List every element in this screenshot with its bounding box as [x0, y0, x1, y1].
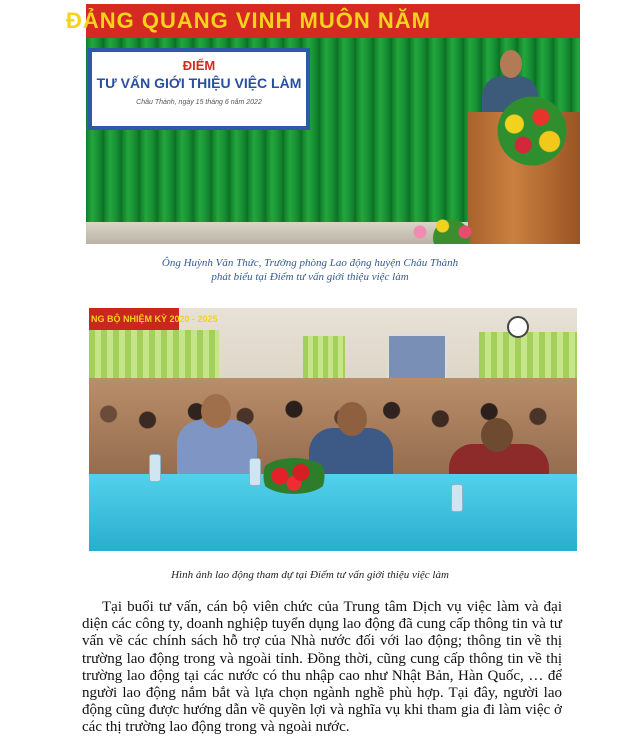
hall-banner: NG BỘ NHIỆM KỲ 2020 - 2025	[89, 308, 179, 330]
caption1-line1: Ông Huỳnh Văn Thức, Trưởng phòng Lao động huyện Châu Thành	[161, 257, 459, 269]
table-flowers	[259, 458, 329, 494]
photo2-caption: Hình ảnh lao động tham dự tại Điểm tư vấn giới thiệu việc làm	[171, 569, 449, 581]
wall-clock	[507, 316, 529, 338]
podium-flowers	[488, 96, 576, 166]
stage-flowers	[402, 214, 492, 244]
sign-subtitle: TƯ VẤN GIỚI THIỆU VIỆC LÀM	[96, 75, 302, 91]
water-bottle	[249, 458, 261, 486]
stage-banner: ĐẢNG QUANG VINH MUÔN NĂM	[86, 4, 580, 38]
event-sign	[88, 48, 310, 130]
speaker-head	[500, 50, 522, 78]
photo1-caption	[0, 256, 620, 284]
water-bottle	[149, 454, 161, 482]
audience-photo	[89, 308, 577, 551]
body-paragraph: Tại buổi tư vấn, cán bộ viên chức của Trung tâm Dịch vụ việc làm và đại diện các công ty, doanh nghiệp tuyển dụng lao động đã cung cấp thông tin và tư vấn về các chính sách hỗ trợ của Nhà nước đối với lao động; thông tin về thị trường lao động trong và ngoài tỉnh. Đồng thời, cũng cung cấp thông tin về thị trường lao động tại các nước có thu nhập cao như Nhật Bản, Hàn Quốc, … để người lao động nắm bắt và lựa chọn ngành nghề phù hợp. Tại đây, người lao động cũng được hướng dẫn về quyền lợi và nghĩa vụ khi tham gia đi làm việc ở các thị trường lao động trong và ngoài nước.	[82, 599, 562, 736]
sign-title: ĐIỂM	[182, 58, 216, 73]
attendee-middle-head	[337, 402, 367, 436]
water-bottle	[451, 484, 463, 512]
caption1-line2: phát biểu tại Điểm tư vấn giới thiệu việc làm	[211, 271, 409, 283]
front-table	[89, 474, 577, 551]
attendee-right-head	[481, 418, 513, 452]
attendee-left-head	[201, 394, 231, 428]
sign-date: Châu Thành, ngày 15 tháng 6 năm 2022	[136, 99, 262, 106]
speaker-photo	[66, 4, 580, 244]
